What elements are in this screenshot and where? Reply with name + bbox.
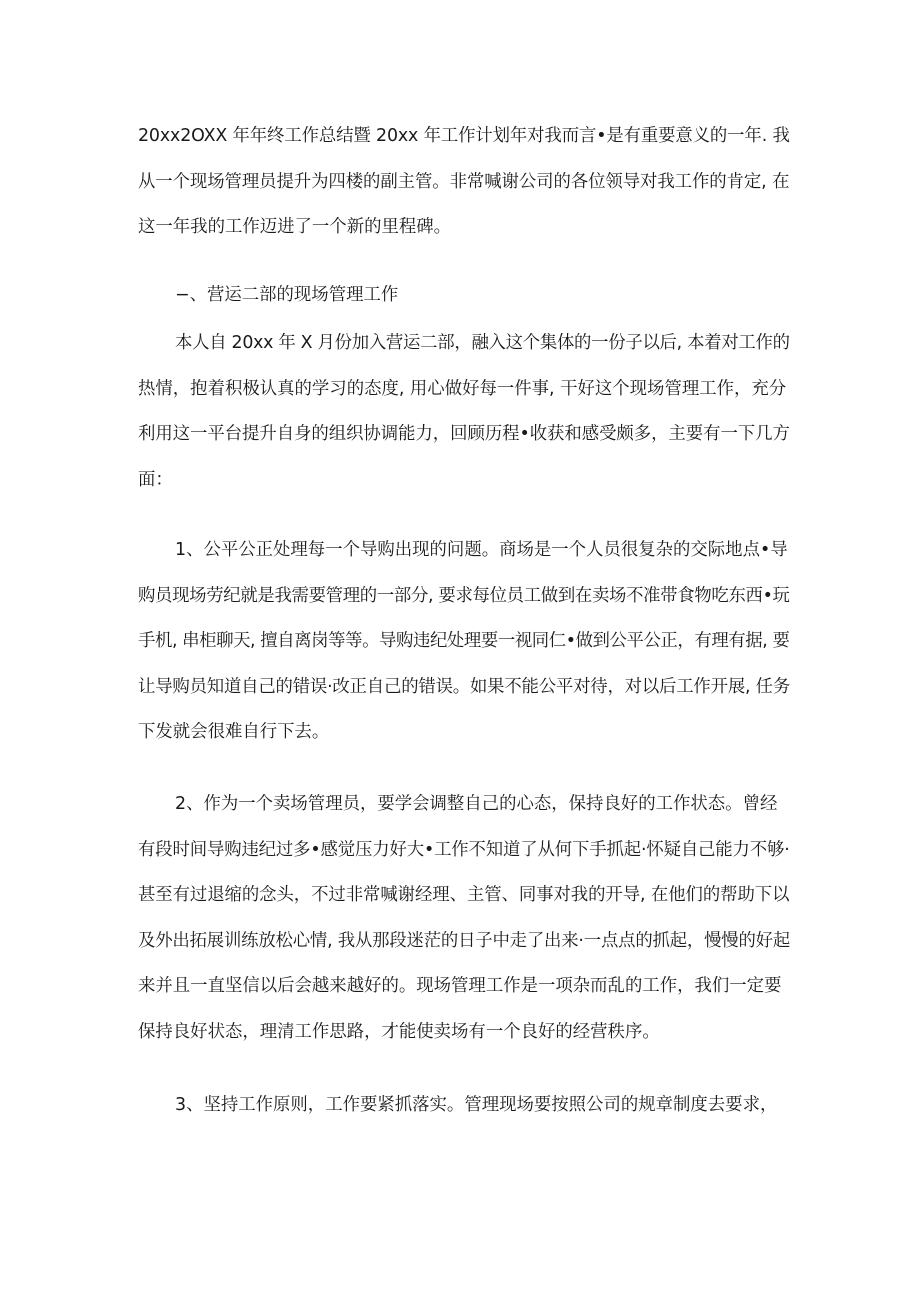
text-line: 甚至有过退缩的念头，不过非常喊谢经理、主管、同事对我的开导, 在他们的帮助下以: [138, 885, 790, 905]
text-line: 从一个现场管理员提升为四楼的副主管。非常喊谢公司的各位领导对我工作的肯定, 在: [138, 171, 790, 192]
section-heading-text: −、营运二部的现场管理工作: [175, 285, 399, 305]
text-line: 及外出拓展训练放松心情, 我从那段迷茫的日子中走了出来·一点点的抓起，慢慢的好起: [138, 930, 791, 951]
text-line: 这一年我的工作迈进了一个新的里程碑。: [138, 217, 452, 237]
text-line: 热情，抱着积极认真的学习的态度, 用心做好每一件事, 干好这个现场管理工作，充分: [138, 378, 787, 399]
paragraph-1: [138, 321, 790, 503]
text-line: 有段时间导购违纪过多•感觉压力好大•工作不知道了从何下手抓起·怀疑自己能力不够·: [138, 839, 790, 860]
list-item-2: [138, 782, 790, 1055]
text-line: 20xx2OXX 年年终工作总结暨 20xx 年工作计划年对我而言•是有重要意义的一年. 我: [138, 126, 790, 146]
text-line: 1、公平公正处理每一个导购出现的问题。商场是一个人员很复杂的交际地点•导: [175, 540, 788, 560]
section-heading: [138, 273, 790, 319]
list-item-1: [138, 528, 790, 756]
text-line: 购员现场劳纪就是我需要管理的一部分, 要求每位员工做到在卖场不准带食物吃东西•玩: [138, 585, 790, 606]
text-line: 面：: [138, 469, 173, 490]
text-line: 利用这一平台提升自身的组织协调能力，回顾历程•收获和感受颇多，主要有一下几方: [138, 424, 790, 444]
text-line: 保持良好状态，理清工作思路，才能使卖场有一个良好的经营秩序。: [138, 1021, 660, 1042]
text-line: 下发就会很难自行下去。: [138, 722, 330, 742]
text-line: 本人自 20xx 年 X 月份加入营运二部，融入这个集体的一份子以后, 本着对工作的: [175, 333, 790, 353]
text-line: 3、坚持工作原则，工作要紧抓落实。管理现场要按照公司的规章制度去要求，: [175, 1095, 778, 1115]
intro-paragraph: [138, 114, 790, 251]
text-line: 来并且一直坚信以后会越来越好的。现场管理工作是一项杂而乱的工作，我们一定要: [138, 976, 782, 996]
text-line: 2、作为一个卖场管理员，要学会调整自己的心态，保持良好的工作状态。曾经: [175, 794, 778, 814]
text-line: 手机, 串柜聊天, 擅自离岗等等。导购违纪处理要一视同仁•做到公平公正，有理有据, 要: [138, 631, 790, 651]
text-line: 让导购员知道自己的错误·改正自己的错误。如果不能公平对待，对以后工作开展, 任务: [138, 676, 791, 697]
list-item-3: [138, 1083, 790, 1129]
